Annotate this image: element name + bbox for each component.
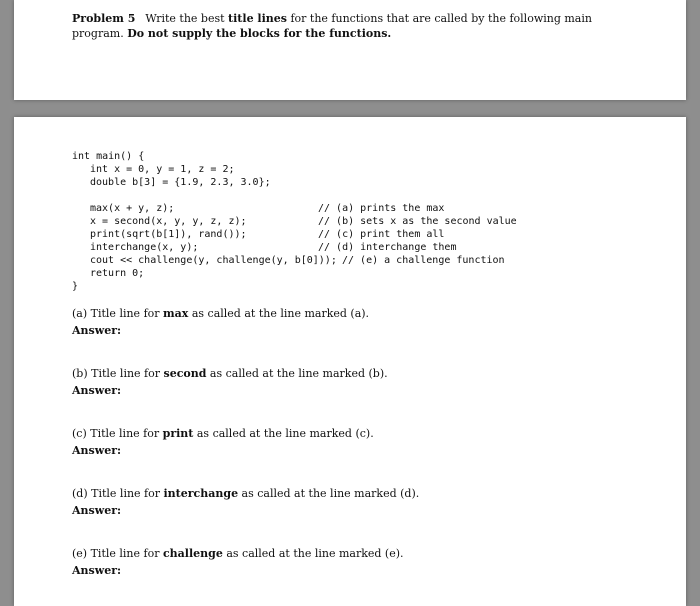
question-d xyxy=(72,487,419,501)
problem-bold-2: Do not supply the blocks for the functions. xyxy=(127,27,392,40)
code-line-e: cout << challenge(y, challenge(y, b[0])); xyxy=(90,255,337,266)
problem-bold-1: title lines xyxy=(228,12,287,25)
code-line-c: print(sqrt(b[1]), rand()); xyxy=(90,229,247,240)
answer-label-a: Answer: xyxy=(72,324,122,337)
question-prefix: (d) Title line for xyxy=(72,487,164,500)
code-decl-double: double b[3] = {1.9, 2.3, 3.0}; xyxy=(90,177,271,188)
problem-text-1: Write the best xyxy=(145,12,229,25)
code-main-open: int main() { xyxy=(72,151,145,162)
answer-label-c: Answer: xyxy=(72,444,122,457)
code-return: return 0; xyxy=(90,268,145,279)
question-e xyxy=(72,547,404,561)
question-func: interchange xyxy=(163,487,239,500)
question-suffix: as called at the line marked (a). xyxy=(188,307,370,320)
question-c xyxy=(72,427,374,441)
question-func: second xyxy=(163,367,207,380)
question-suffix: as called at the line marked (e). xyxy=(222,547,404,560)
question-func: max xyxy=(163,307,189,320)
question-a xyxy=(72,307,369,321)
question-prefix: (a) Title line for xyxy=(72,307,164,320)
code-line-a: max(x + y, z); xyxy=(90,203,175,214)
answer-label-d: Answer: xyxy=(72,504,122,517)
question-func: challenge xyxy=(162,547,223,560)
code-main-close: } xyxy=(72,281,79,292)
code-comment-e: // (e) a challenge function xyxy=(342,255,505,266)
problem-statement xyxy=(72,11,632,41)
problem-label: Problem 5 xyxy=(72,12,136,25)
code-decl-ints: int x = 0, y = 1, z = 2; xyxy=(90,164,235,175)
question-prefix: (c) Title line for xyxy=(72,427,163,440)
answer-label-b: Answer: xyxy=(72,384,122,397)
question-suffix: as called at the line marked (c). xyxy=(193,427,374,440)
question-suffix: as called at the line marked (d). xyxy=(238,487,420,500)
code-line-b: x = second(x, y, y, z, z); xyxy=(90,216,247,227)
question-prefix: (b) Title line for xyxy=(72,367,164,380)
question-b xyxy=(72,367,388,381)
problem-text-2: for the functions that are called by the following main program. xyxy=(72,12,592,40)
answer-label-e: Answer: xyxy=(72,564,122,577)
question-func: print xyxy=(162,427,194,440)
page-bottom xyxy=(14,117,686,606)
page-top xyxy=(14,0,686,100)
code-comment-b: // (b) sets x as the second value xyxy=(318,216,517,227)
code-comment-a: // (a) prints the max xyxy=(318,203,445,214)
code-comment-d: // (d) interchange them xyxy=(318,242,457,253)
code-line-d: interchange(x, y); xyxy=(90,242,199,253)
question-prefix: (e) Title line for xyxy=(72,547,163,560)
code-comment-c: // (c) print them all xyxy=(318,229,445,240)
question-suffix: as called at the line marked (b). xyxy=(206,367,388,380)
